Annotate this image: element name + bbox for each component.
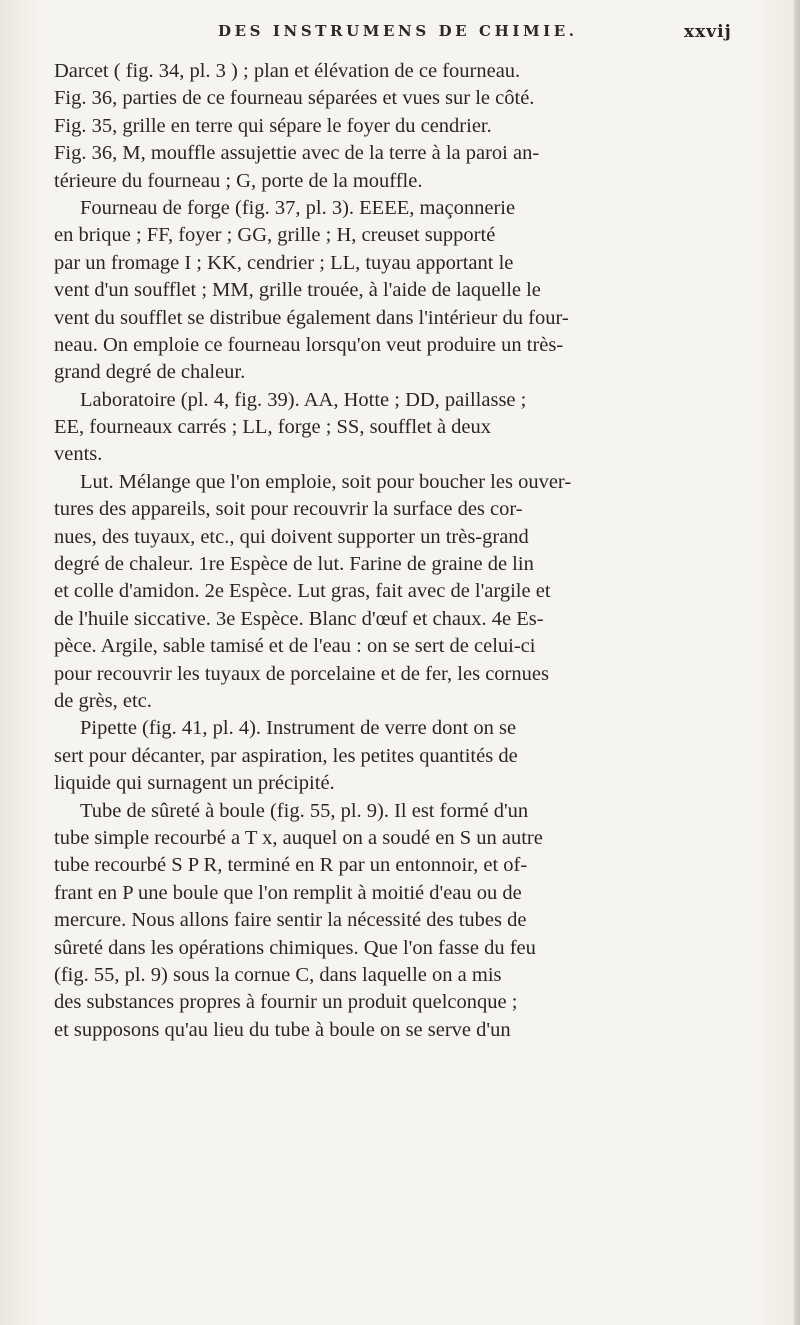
text-line: frant en P une boule que l'on remplit à moitié d'eau ou de: [54, 881, 522, 904]
text-line: liquide qui surnagent un précipité.: [54, 772, 335, 795]
text-line: Lut. Mélange que l'on emploie, soit pour boucher les ouver-: [80, 470, 572, 493]
text-line: vent d'un soufflet ; MM, grille trouée, à l'aide de laquelle le: [54, 279, 541, 302]
text-line: et colle d'amidon. 2e Espèce. Lut gras, fait avec de l'argile et: [54, 580, 551, 603]
page-number: xxvij: [684, 22, 732, 42]
text-line: sûreté dans les opérations chimiques. Que l'on fasse du feu: [54, 936, 536, 959]
page-edge: [794, 0, 800, 1325]
text-line: nues, des tuyaux, etc., qui doivent supporter un très-grand: [54, 525, 529, 548]
text-line: tube recourbé S P R, terminé en R par un entonnoir, et of-: [54, 854, 528, 877]
text-line: de grès, etc.: [54, 689, 152, 712]
text-line: en brique ; FF, foyer ; GG, grille ; H, creuset supporté: [54, 224, 496, 247]
text-line: sert pour décanter, par aspiration, les petites quantités de: [54, 744, 518, 767]
text-line: EE, fourneaux carrés ; LL, forge ; SS, soufflet à deux: [54, 416, 492, 439]
text-line: Fig. 36, M, mouffle assujettie avec de la terre à la paroi an-: [54, 142, 540, 165]
text-line: Fourneau de forge (fig. 37, pl. 3). EEEE, maçonnerie: [80, 196, 516, 219]
text-line: vent du soufflet se distribue également dans l'intérieur du four-: [54, 306, 569, 329]
running-head: [0, 22, 800, 46]
text-line: et supposons qu'au lieu du tube à boule on se serve d'un: [54, 1018, 511, 1041]
running-title: DES INSTRUMENS DE CHIMIE.: [218, 22, 578, 40]
text-line: de l'huile siccative. 3e Espèce. Blanc d'œuf et chaux. 4e Es-: [54, 607, 544, 630]
text-line: neau. On emploie ce fourneau lorsqu'on veut produire un très-: [54, 333, 564, 356]
text-line: pèce. Argile, sable tamisé et de l'eau : on se sert de celui-ci: [54, 635, 536, 658]
text-line: Fig. 36, parties de ce fourneau séparées et vues sur le côté.: [54, 87, 535, 110]
text-line: (fig. 55, pl. 9) sous la cornue C, dans laquelle on a mis: [54, 963, 502, 986]
text-line: Fig. 35, grille en terre qui sépare le foyer du cendrier.: [54, 114, 492, 137]
text-line: tures des appareils, soit pour recouvrir la surface des cor-: [54, 498, 523, 521]
text-line: mercure. Nous allons faire sentir la nécessité des tubes de: [54, 909, 527, 932]
text-line: par un fromage I ; KK, cendrier ; LL, tuyau apportant le: [54, 251, 514, 274]
text-line: Darcet ( fig. 34, pl. 3 ) ; plan et élévation de ce fourneau.: [54, 60, 521, 82]
text-line: vents.: [54, 443, 103, 466]
text-line: des substances propres à fournir un produit quelconque ;: [54, 991, 518, 1014]
text-line: grand degré de chaleur.: [54, 361, 246, 384]
text-line: Laboratoire (pl. 4, fig. 39). AA, Hotte ; DD, paillasse ;: [80, 388, 527, 411]
body-text: [54, 58, 754, 1044]
text-line: degré de chaleur. 1re Espèce de lut. Farine de graine de lin: [54, 553, 534, 576]
text-line: Tube de sûreté à boule (fig. 55, pl. 9). Il est formé d'un: [80, 799, 529, 822]
text-line: térieure du fourneau ; G, porte de la mouffle.: [54, 169, 423, 192]
text-line: Pipette (fig. 41, pl. 4). Instrument de verre dont on se: [80, 717, 517, 740]
text-line: pour recouvrir les tuyaux de porcelaine et de fer, les cornues: [54, 662, 549, 685]
text-line: tube simple recourbé a T x, auquel on a soudé en S un autre: [54, 826, 543, 849]
